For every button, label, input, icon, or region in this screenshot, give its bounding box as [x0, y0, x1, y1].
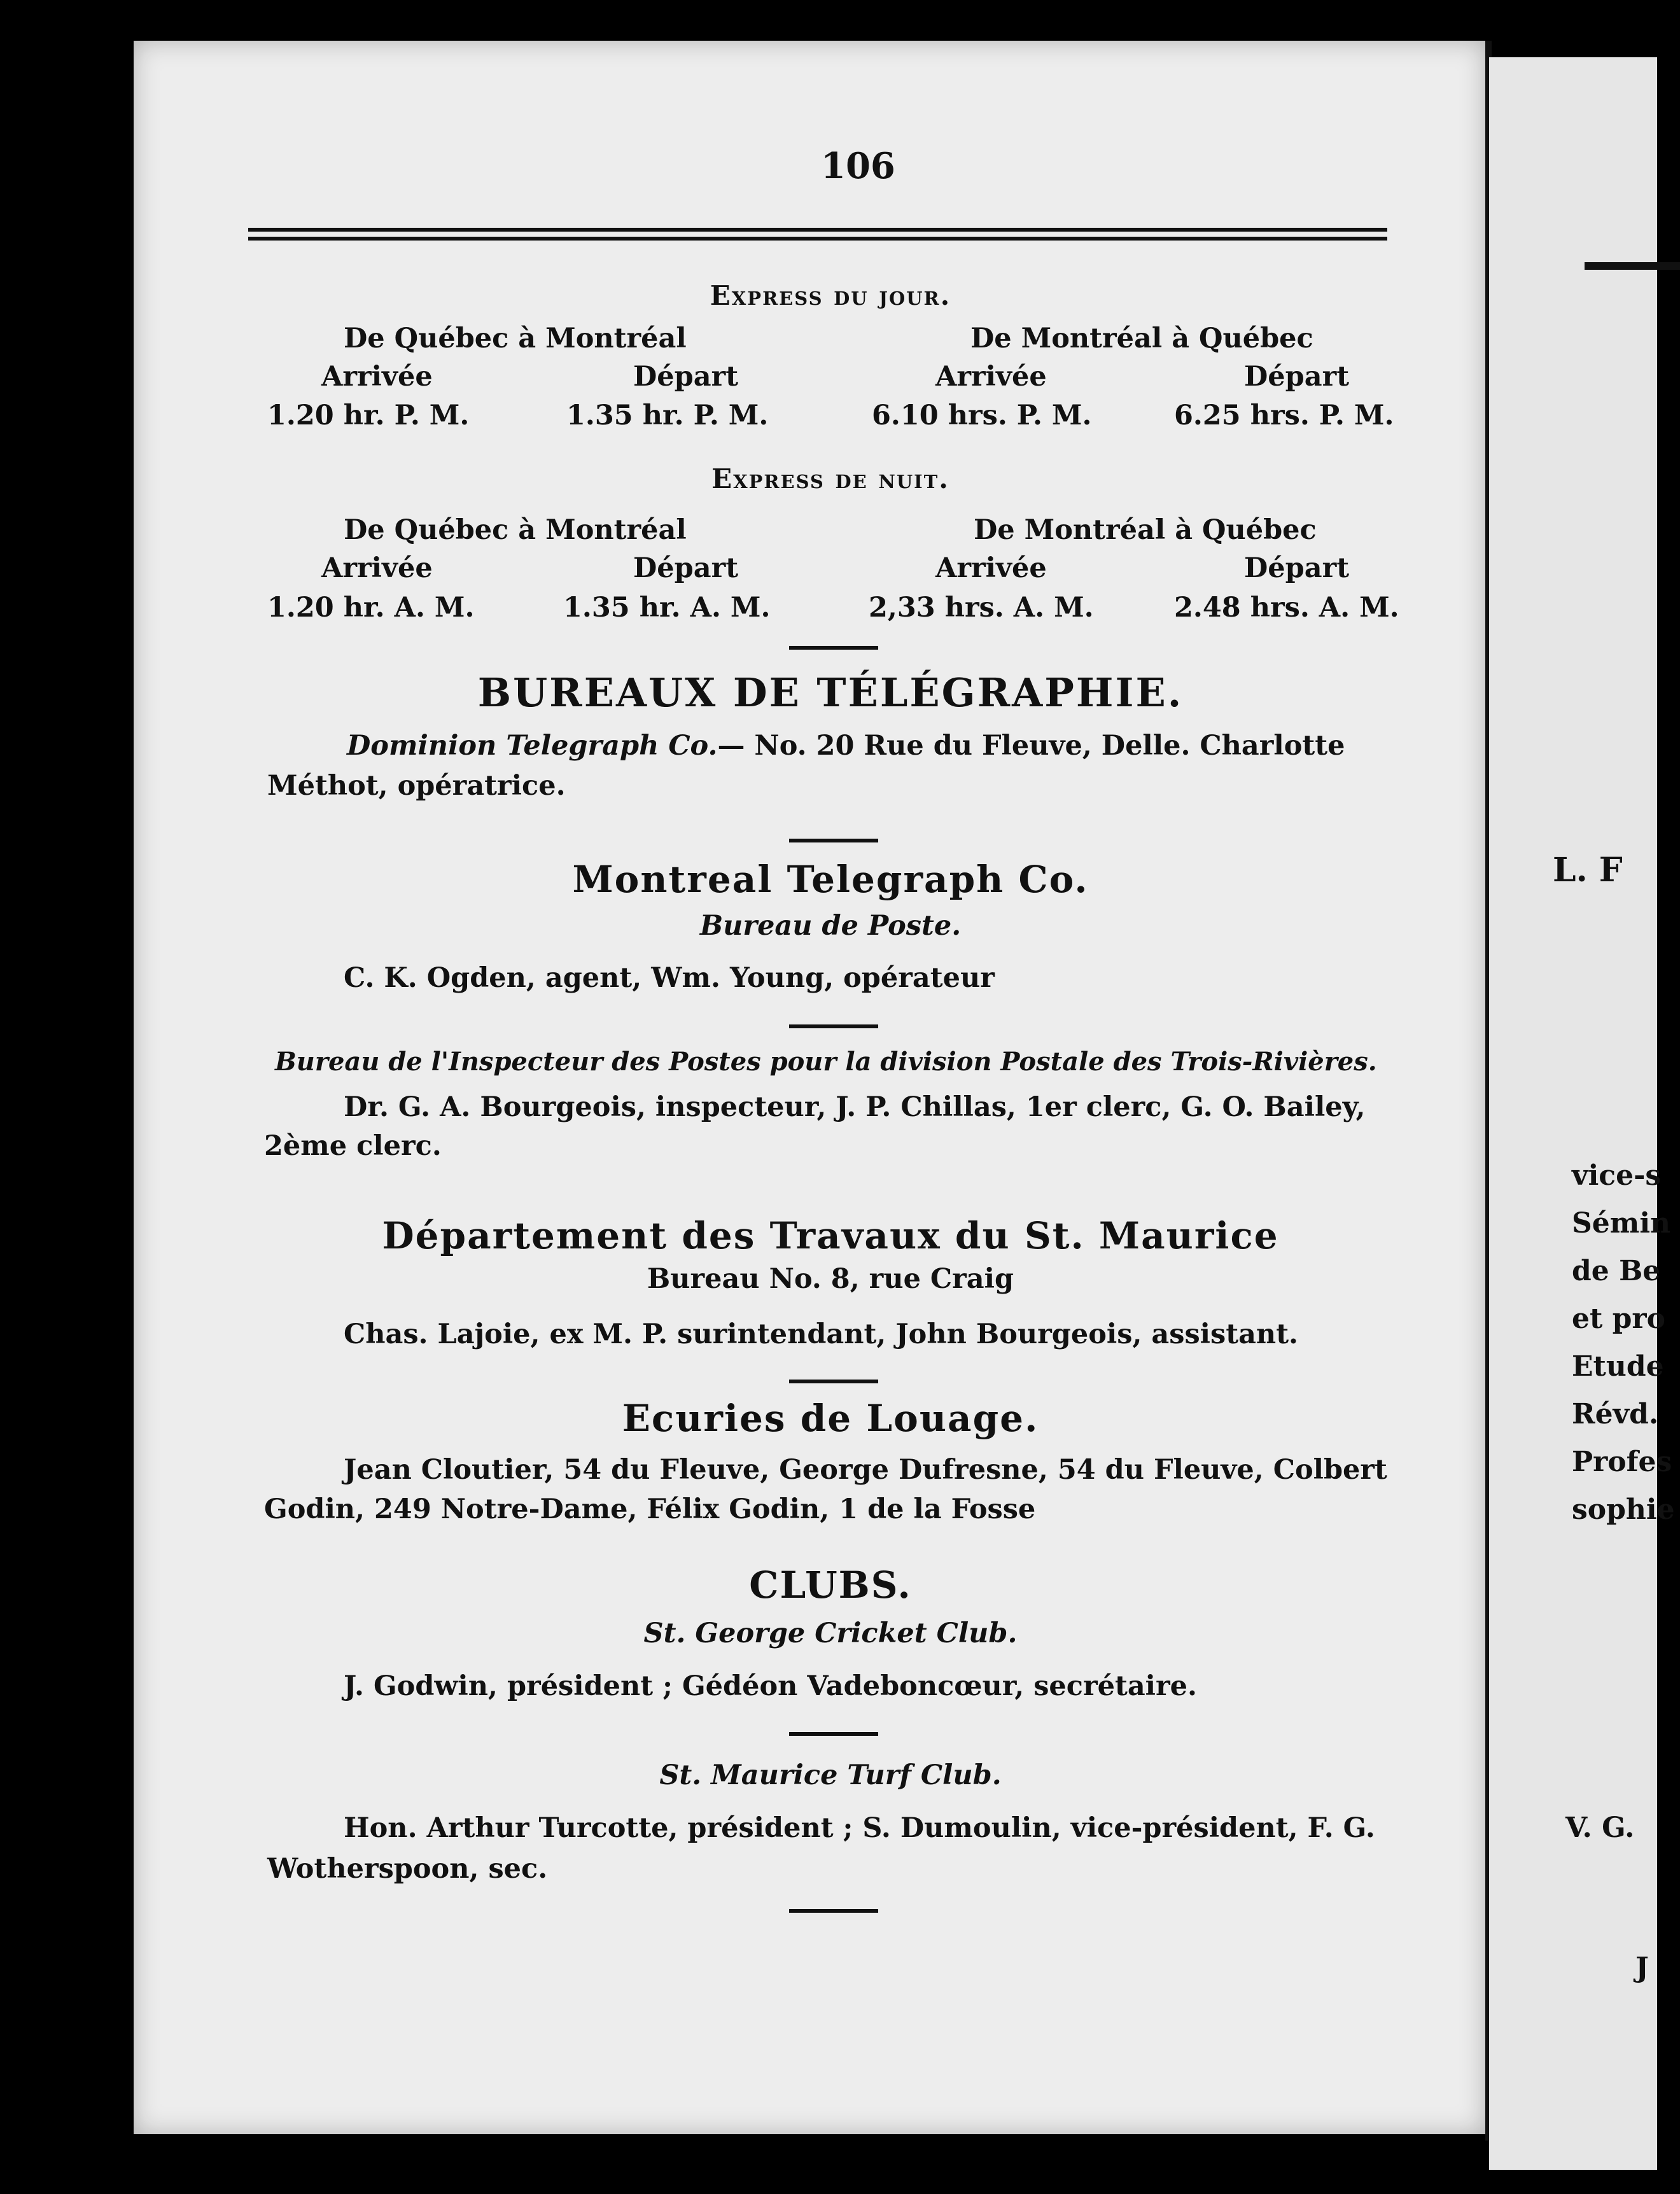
facing-fragment: Profes [1572, 1446, 1672, 1478]
travaux-sub: Bureau No. 8, rue Craig [647, 1263, 1014, 1295]
express-nuit-arrivee-1: Arrivée [321, 552, 433, 584]
turf-club-name: St. Maurice Turf Club. [659, 1759, 1002, 1791]
section-divider [789, 646, 878, 650]
facing-fragment: Sémin [1572, 1207, 1671, 1240]
header-rule [248, 228, 1387, 241]
cricket-club-name: St. George Cricket Club. [643, 1618, 1018, 1649]
express-nuit-depart-1: Départ [633, 552, 739, 584]
telegraphie-line-1 [347, 730, 1345, 762]
travaux-heading: Département des Travaux du St. Maurice [382, 1214, 1279, 1257]
montreal-telegraph-sub: Bureau de Poste. [699, 910, 962, 942]
facing-fragment: vice-s [1572, 1159, 1662, 1192]
express-jour-route-2: De Montréal à Québec [970, 323, 1313, 354]
express-nuit-time-4: 2.48 hrs. A. M. [1174, 592, 1399, 624]
express-nuit-route-2: De Montréal à Québec [974, 514, 1317, 546]
facing-fragment: V. G. [1565, 1812, 1635, 1844]
telegraphie-line-2: Méthot, opératrice. [267, 770, 566, 802]
ecuries-heading: Ecuries de Louage. [622, 1397, 1039, 1440]
express-nuit-time-1: 1.20 hr. A. M. [267, 592, 475, 624]
inspecteur-line-2: 2ème clerc. [264, 1130, 442, 1162]
telegraphie-address: — No. 20 Rue du Fleuve, Delle. Charlotte [717, 730, 1345, 762]
ecuries-line-1: Jean Cloutier, 54 du Fleuve, George Dufresne, 54 du Fleuve, Colbert [344, 1454, 1387, 1486]
inspecteur-line-1: Dr. G. A. Bourgeois, inspecteur, J. P. Chillas, 1er clerc, G. O. Bailey, [344, 1091, 1366, 1123]
express-nuit-arrivee-2: Arrivée [935, 552, 1047, 584]
page-number: 106 [821, 145, 895, 187]
express-jour-depart-1: Départ [633, 361, 739, 393]
section-divider [789, 839, 878, 842]
turf-club-line-1: Hon. Arthur Turcotte, président ; S. Dumoulin, vice-président, F. G. [344, 1812, 1375, 1844]
travaux-line: Chas. Lajoie, ex M. P. surintendant, John Bourgeois, assistant. [344, 1318, 1299, 1350]
telegraphie-heading: BUREAUX DE TÉLÉGRAPHIE. [477, 669, 1184, 716]
express-jour-arrivee-2: Arrivée [935, 361, 1047, 393]
facing-fragment: J [1635, 1952, 1649, 1984]
inspecteur-heading: Bureau de l'Inspecteur des Postes pour la division Postale des Trois-Rivières. [275, 1047, 1377, 1077]
telegraphie-company: Dominion Telegraph Co. [347, 730, 718, 762]
express-jour-time-3: 6.10 hrs. P. M. [872, 400, 1092, 431]
facing-page-rule [1585, 262, 1680, 270]
facing-fragment: Etude [1572, 1350, 1664, 1383]
express-nuit-time-3: 2,33 hrs. A. M. [869, 592, 1094, 624]
cricket-club-line: J. Godwin, président ; Gédéon Vadeboncœur, secrétaire. [344, 1670, 1197, 1702]
ecuries-line-2: Godin, 249 Notre-Dame, Félix Godin, 1 de la Fosse [264, 1493, 1036, 1525]
express-jour-time-4: 6.25 hrs. P. M. [1174, 400, 1394, 431]
facing-fragment: sophie [1572, 1493, 1675, 1526]
express-jour-time-1: 1.20 hr. P. M. [267, 400, 470, 431]
express-jour-route-1: De Québec à Montréal [344, 323, 687, 354]
express-nuit-depart-2: Départ [1244, 552, 1350, 584]
facing-fragment: de Be [1572, 1255, 1661, 1287]
facing-fragment: L. F [1553, 851, 1623, 890]
section-divider [789, 1380, 878, 1383]
clubs-heading: CLUBS. [749, 1563, 912, 1607]
express-jour-time-2: 1.35 hr. P. M. [566, 400, 769, 431]
facing-fragment: Révd. [1572, 1398, 1659, 1430]
montreal-telegraph-line: C. K. Ogden, agent, Wm. Young, opérateur [344, 962, 995, 994]
facing-page-edge [1489, 57, 1675, 2170]
express-nuit-title: Express de nuit. [711, 463, 949, 494]
express-jour-title: Express du jour. [710, 280, 951, 311]
section-divider [789, 1732, 878, 1736]
section-divider [789, 1909, 878, 1913]
express-nuit-time-2: 1.35 hr. A. M. [563, 592, 771, 624]
turf-club-line-2: Wotherspoon, sec. [267, 1853, 548, 1885]
express-nuit-route-1: De Québec à Montréal [344, 514, 687, 546]
section-divider [789, 1024, 878, 1028]
express-jour-arrivee-1: Arrivée [321, 361, 433, 393]
express-jour-depart-2: Départ [1244, 361, 1350, 393]
montreal-telegraph-heading: Montreal Telegraph Co. [572, 858, 1089, 901]
facing-fragment: et pro [1572, 1303, 1665, 1335]
